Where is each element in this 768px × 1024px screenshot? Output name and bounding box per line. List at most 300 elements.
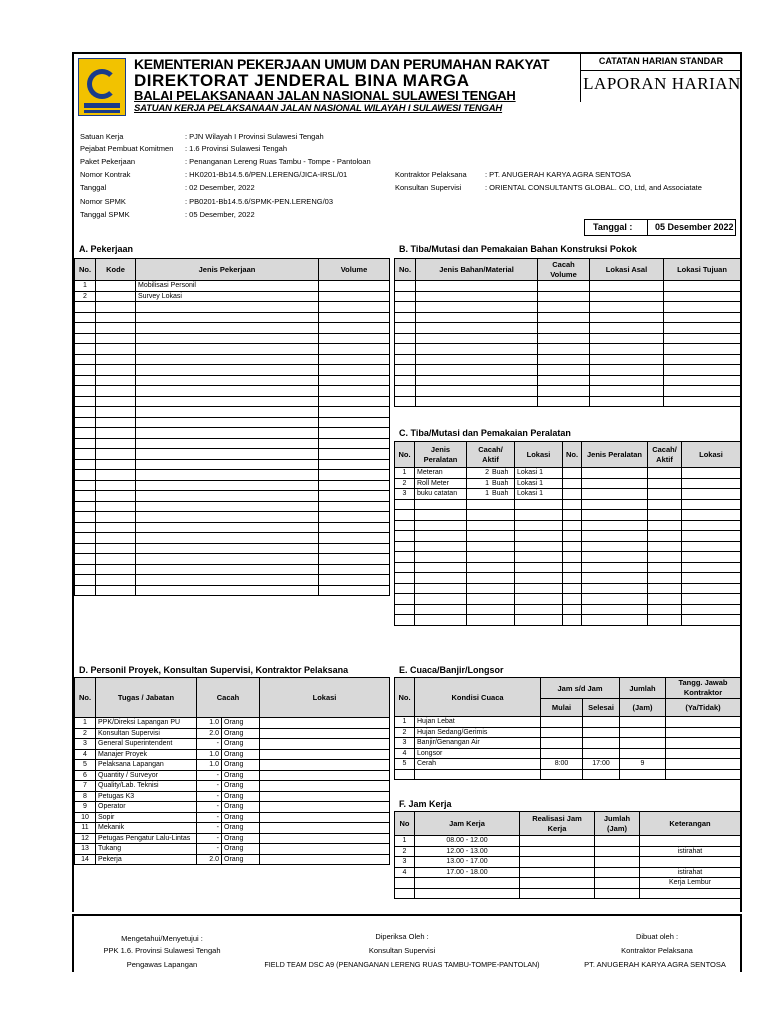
- table-cell: [664, 281, 741, 292]
- table-cell: [319, 575, 390, 586]
- table-cell: [136, 575, 319, 586]
- table-cell: [666, 748, 741, 759]
- table-cell: [75, 344, 96, 355]
- table-row: [395, 520, 741, 531]
- table-cell: [648, 489, 682, 500]
- table-cell: [136, 459, 319, 470]
- table-cell: [467, 552, 515, 563]
- table-row: [395, 857, 741, 868]
- table-cell: [520, 857, 595, 868]
- table-cell: [75, 417, 96, 428]
- table-cell: [515, 562, 563, 573]
- table-cell: [541, 748, 583, 759]
- table-cell: [682, 541, 741, 552]
- table-cell: [319, 365, 390, 376]
- table-row: [395, 468, 741, 479]
- table-cell: [260, 854, 390, 865]
- table-cell: [75, 459, 96, 470]
- table-cell: [682, 531, 741, 542]
- table-cell: [664, 396, 741, 407]
- table-row: [395, 878, 741, 889]
- info-label: Satuan Kerja: [80, 132, 124, 141]
- material-table: [394, 258, 741, 407]
- table-cell: [640, 888, 741, 899]
- table-cell: 9: [75, 802, 96, 813]
- table-cell: [538, 365, 590, 376]
- table-cell: -: [197, 791, 222, 802]
- table-cell: [395, 499, 415, 510]
- table-row: [75, 802, 390, 813]
- table-cell: [648, 562, 682, 573]
- table-cell: [595, 836, 640, 847]
- table-cell: [415, 552, 467, 563]
- table-cell: [515, 510, 563, 521]
- table-cell: [648, 510, 682, 521]
- table-cell: [136, 407, 319, 418]
- table-row: [75, 386, 390, 397]
- table-cell: [75, 375, 96, 386]
- table-cell: [136, 312, 319, 323]
- table-cell: [136, 449, 319, 460]
- table-cell: [648, 604, 682, 615]
- table-cell: [96, 512, 136, 523]
- table-cell: [648, 520, 682, 531]
- table-cell: [395, 769, 415, 780]
- table-cell: 6: [75, 770, 96, 781]
- table-cell: [136, 522, 319, 533]
- table-cell: [136, 344, 319, 355]
- col-header: (Ya/Tidak): [666, 699, 741, 717]
- table-cell: [96, 354, 136, 365]
- table-cell: buku catatan: [415, 489, 467, 500]
- table-cell: [319, 417, 390, 428]
- directorate-title: DIREKTORAT JENDERAL BINA MARGA: [134, 71, 470, 90]
- table-cell: [395, 323, 416, 334]
- table-cell: [467, 531, 515, 542]
- table-cell: [395, 573, 415, 584]
- col-header: Keterangan: [640, 812, 741, 836]
- table-cell: [648, 468, 682, 479]
- table-cell: [648, 499, 682, 510]
- table-cell: [75, 438, 96, 449]
- quantity: 1: [485, 490, 489, 498]
- table-cell: [96, 323, 136, 334]
- equipment-table: [394, 441, 741, 626]
- table-cell: [75, 512, 96, 523]
- table-cell: [563, 499, 582, 510]
- table-cell: [75, 564, 96, 575]
- table-cell: [319, 428, 390, 439]
- table-cell: 10: [75, 812, 96, 823]
- table-cell: [538, 291, 590, 302]
- table-cell: [96, 344, 136, 355]
- table-cell: [416, 375, 538, 386]
- table-cell: [136, 554, 319, 565]
- table-row: [75, 812, 390, 823]
- col-header: Cacah: [197, 678, 260, 718]
- table-cell: [582, 520, 648, 531]
- table-cell: 3: [395, 857, 415, 868]
- table-cell: [319, 491, 390, 502]
- table-row: [395, 738, 741, 749]
- col-header: Kondisi Cuaca: [415, 678, 541, 717]
- report-date-box: [584, 219, 736, 236]
- table-cell: 8:00: [541, 759, 583, 770]
- table-cell: [96, 396, 136, 407]
- catatan-label: CATATAN HARIAN STANDAR: [598, 56, 724, 66]
- table-cell: 14: [75, 854, 96, 865]
- table-cell: 5: [395, 759, 415, 770]
- table-cell: [648, 531, 682, 542]
- table-row: [75, 585, 390, 596]
- table-cell: 4: [395, 867, 415, 878]
- table-cell: [682, 594, 741, 605]
- table-row: [75, 844, 390, 855]
- table-row: [75, 791, 390, 802]
- section-a-title: A. Pekerjaan: [79, 244, 134, 254]
- col-header: Cacah/ Aktif: [467, 442, 515, 468]
- footer-left-2: PPK 1.6. Provinsi Sulawesi Tengah: [103, 946, 221, 955]
- table-row: [395, 489, 741, 500]
- table-row: [75, 760, 390, 771]
- footer-mid-3: FIELD TEAM DSC A9 (PENANGANAN LERENG RUAS TAMBU-TOMPE-PANTOLAN): [264, 960, 540, 969]
- table-cell: Orang: [222, 739, 260, 750]
- table-cell: [467, 499, 515, 510]
- table-cell: [416, 323, 538, 334]
- table-cell: [395, 531, 415, 542]
- table-cell: Banjir/Genangan Air: [415, 738, 541, 749]
- table-cell: [582, 499, 648, 510]
- table-cell: [136, 438, 319, 449]
- table-cell: [620, 738, 666, 749]
- table-cell: Orang: [222, 844, 260, 855]
- table-cell: 7: [75, 781, 96, 792]
- table-cell: Kerja Lembur: [640, 878, 741, 889]
- table-cell: Petugas K3: [96, 791, 197, 802]
- col-header: Jumlah: [620, 678, 666, 699]
- table-cell: 1: [75, 718, 96, 729]
- table-cell: [467, 573, 515, 584]
- table-cell: [541, 717, 583, 728]
- table-cell: [96, 365, 136, 376]
- table-cell: [260, 749, 390, 760]
- table-cell: Tukang: [96, 844, 197, 855]
- table-cell: [583, 769, 620, 780]
- footer-right-2: Kontraktor Pelaksana: [621, 946, 693, 955]
- footer-right-1: Dibuat oleh :: [635, 932, 679, 941]
- table-cell: [415, 878, 520, 889]
- table-row: [395, 323, 741, 334]
- table-cell: [260, 770, 390, 781]
- table-cell: [415, 562, 467, 573]
- table-cell: 17:00: [583, 759, 620, 770]
- table-cell: 4: [75, 749, 96, 760]
- table-cell: [136, 480, 319, 491]
- table-cell: istirahat: [640, 846, 741, 857]
- table-cell: [538, 396, 590, 407]
- table-cell: [395, 291, 416, 302]
- table-cell: [319, 459, 390, 470]
- table-row: [75, 407, 390, 418]
- table-cell: [595, 888, 640, 899]
- table-cell: Manajer Proyek: [96, 749, 197, 760]
- table-cell: [415, 541, 467, 552]
- table-cell: Pelaksana Lapangan: [96, 760, 197, 771]
- table-cell: [682, 468, 741, 479]
- table-cell: [75, 575, 96, 586]
- table-row: [75, 281, 390, 292]
- col-header: No.: [563, 442, 582, 468]
- table-cell: [664, 354, 741, 365]
- table-cell: [75, 470, 96, 481]
- table-cell: [96, 291, 136, 302]
- table-row: [395, 552, 741, 563]
- table-cell: [319, 470, 390, 481]
- table-cell: [96, 533, 136, 544]
- table-cell: Petugas Pengatur Lalu-Lintas: [96, 833, 197, 844]
- table-cell: [582, 510, 648, 521]
- table-cell: [595, 878, 640, 889]
- table-cell: [260, 728, 390, 739]
- unit: Buah: [492, 479, 509, 487]
- table-cell: 1: [395, 468, 415, 479]
- table-cell: Orang: [222, 770, 260, 781]
- table-cell: [260, 718, 390, 729]
- table-row: [395, 354, 741, 365]
- table-cell: -: [197, 770, 222, 781]
- table-cell: [590, 386, 664, 397]
- table-row: [395, 573, 741, 584]
- table-cell: [136, 491, 319, 502]
- table-cell: [96, 575, 136, 586]
- table-cell: [75, 396, 96, 407]
- col-header: Selesai: [583, 699, 620, 717]
- work-table: [74, 258, 390, 596]
- table-cell: [136, 428, 319, 439]
- table-row: [75, 375, 390, 386]
- table-cell: [620, 748, 666, 759]
- table-cell: -: [197, 802, 222, 813]
- table-cell: 2: [75, 728, 96, 739]
- table-cell: [136, 375, 319, 386]
- table-cell: [467, 541, 515, 552]
- table-cell: [319, 480, 390, 491]
- table-cell: [515, 615, 563, 626]
- col-header: No.: [75, 678, 96, 718]
- quantity: 2: [485, 469, 489, 477]
- balai-title: BALAI PELAKSANAAN JALAN NASIONAL SULAWESI TENGAH: [134, 88, 516, 103]
- table-cell: [515, 604, 563, 615]
- date-value: 05 Desember 2022: [655, 222, 734, 232]
- table-row: [395, 888, 741, 899]
- table-cell: [395, 562, 415, 573]
- section-d-title: D. Personil Proyek, Konsultan Supervisi, Kontraktor Pelaksana: [79, 665, 349, 675]
- table-cell: [395, 594, 415, 605]
- table-cell: [467, 510, 515, 521]
- table-cell: Roll Meter: [415, 478, 467, 489]
- table-cell: Cerah: [415, 759, 541, 770]
- ministry-title: KEMENTERIAN PEKERJAAN UMUM DAN PERUMAHAN RAKYAT: [134, 56, 550, 72]
- table-cell: [395, 878, 415, 889]
- table-cell: Longsor: [415, 748, 541, 759]
- table-cell: [96, 312, 136, 323]
- table-cell: [666, 759, 741, 770]
- col-header: Jenis Peralatan: [415, 442, 467, 468]
- table-cell: [319, 354, 390, 365]
- table-cell: [682, 604, 741, 615]
- info-label: Pejabat Pembuat Komitmen: [80, 144, 174, 153]
- table-cell: 1: [75, 281, 96, 292]
- col-header: Jenis Pekerjaan: [136, 259, 319, 281]
- col-header: Volume: [319, 259, 390, 281]
- table-cell: [96, 449, 136, 460]
- table-cell: [664, 365, 741, 376]
- table-row: [395, 562, 741, 573]
- table-cell: [563, 562, 582, 573]
- table-row: [395, 375, 741, 386]
- table-cell: [75, 333, 96, 344]
- table-cell: [96, 564, 136, 575]
- table-row: [75, 781, 390, 792]
- table-cell: [582, 468, 648, 479]
- table-cell: 2.0: [197, 854, 222, 865]
- table-cell: [319, 375, 390, 386]
- table-cell: [538, 344, 590, 355]
- table-row: [75, 718, 390, 729]
- table-row: [395, 615, 741, 626]
- info-value: : 1.6 Provinsi Sulawesi Tengah: [185, 144, 288, 153]
- table-cell: [582, 615, 648, 626]
- table-cell: [319, 512, 390, 523]
- table-cell: 13: [75, 844, 96, 855]
- table-row: [395, 281, 741, 292]
- table-cell: 3: [395, 489, 415, 500]
- table-cell: [563, 489, 582, 500]
- table-cell: [395, 510, 415, 521]
- table-cell: [96, 407, 136, 418]
- table-cell: -: [197, 844, 222, 855]
- info-label: Kontraktor Pelaksana: [395, 170, 467, 179]
- table-cell: [96, 491, 136, 502]
- table-cell: [664, 302, 741, 313]
- table-cell: [682, 489, 741, 500]
- table-row: [75, 396, 390, 407]
- table-cell: [395, 302, 416, 313]
- table-cell: [648, 552, 682, 563]
- col-header: Lokasi: [260, 678, 390, 718]
- table-cell: [583, 748, 620, 759]
- col-header: Jam Kerja: [415, 812, 520, 836]
- table-cell: [467, 520, 515, 531]
- table-cell: Lokasi 1: [515, 489, 563, 500]
- table-cell: [96, 554, 136, 565]
- table-cell: [648, 478, 682, 489]
- table-cell: [96, 438, 136, 449]
- table-cell: [260, 791, 390, 802]
- table-cell: [96, 281, 136, 292]
- table-cell: [319, 501, 390, 512]
- table-cell: [395, 344, 416, 355]
- col-header: Realisasi Jam Kerja: [520, 812, 595, 836]
- table-row: [395, 759, 741, 770]
- table-row: [75, 512, 390, 523]
- table-cell: [416, 354, 538, 365]
- table-cell: [319, 438, 390, 449]
- table-cell: [319, 281, 390, 292]
- table-cell: [563, 604, 582, 615]
- table-cell: Quantity / Surveyor: [96, 770, 197, 781]
- table-cell: [563, 594, 582, 605]
- info-label: Nomor SPMK: [80, 197, 126, 206]
- table-cell: [136, 354, 319, 365]
- table-row: [395, 867, 741, 878]
- table-cell: [395, 604, 415, 615]
- info-label: Konsultan Supervisi: [395, 183, 462, 192]
- table-row: [75, 470, 390, 481]
- table-row: [395, 769, 741, 780]
- table-cell: [515, 552, 563, 563]
- table-cell: [395, 615, 415, 626]
- table-cell: [96, 386, 136, 397]
- table-cell: [664, 312, 741, 323]
- table-cell: [538, 302, 590, 313]
- table-cell: [664, 344, 741, 355]
- table-cell: [590, 396, 664, 407]
- table-cell: [319, 396, 390, 407]
- table-row: [75, 291, 390, 302]
- table-cell: [319, 407, 390, 418]
- table-cell: [416, 302, 538, 313]
- table-row: [75, 749, 390, 760]
- table-cell: Mekanik: [96, 823, 197, 834]
- table-cell: [416, 396, 538, 407]
- table-cell: [395, 396, 416, 407]
- table-cell: [582, 489, 648, 500]
- section-e-title: E. Cuaca/Banjir/Longsor: [399, 665, 504, 675]
- table-row: [75, 428, 390, 439]
- table-row: [395, 583, 741, 594]
- table-cell: [620, 727, 666, 738]
- table-cell: [582, 604, 648, 615]
- table-cell: [75, 312, 96, 323]
- table-cell: istirahat: [640, 867, 741, 878]
- table-cell: [582, 531, 648, 542]
- table-row: [75, 823, 390, 834]
- table-cell: Orang: [222, 749, 260, 760]
- table-cell: [582, 478, 648, 489]
- table-cell: [583, 717, 620, 728]
- table-cell: [75, 554, 96, 565]
- table-row: [395, 302, 741, 313]
- col-header: Lokasi: [682, 442, 741, 468]
- table-cell: [136, 543, 319, 554]
- table-cell: [319, 333, 390, 344]
- table-cell: [595, 857, 640, 868]
- table-cell: [467, 594, 515, 605]
- table-cell: [395, 888, 415, 899]
- table-cell: [583, 727, 620, 738]
- table-cell: [520, 888, 595, 899]
- footer-left-1: Mengetahui/Menyetujui :: [121, 934, 203, 943]
- info-label: Paket Pekerjaan: [80, 157, 136, 166]
- table-cell: [136, 533, 319, 544]
- table-cell: [515, 583, 563, 594]
- col-header: Lokasi Asal: [590, 259, 664, 281]
- table-cell: 08.00 - 12.00: [415, 836, 520, 847]
- table-cell: [136, 470, 319, 481]
- col-header: (Jam): [620, 699, 666, 717]
- table-cell: [563, 478, 582, 489]
